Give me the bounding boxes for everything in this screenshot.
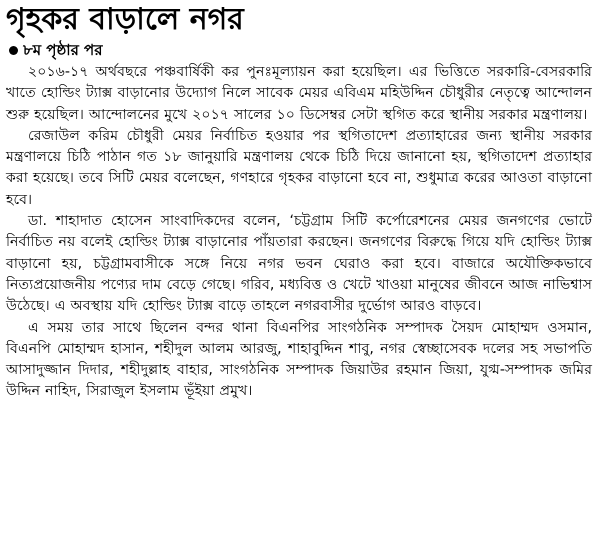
continuation-line bbox=[6, 40, 592, 60]
article-body bbox=[6, 62, 592, 403]
paragraph-2: রেজাউল করিম চৌধুরী মেয়র নির্বাচিত হওয়ার পর স্থগিতাদেশ প্রত্যাহারের জন্য স্থানীয় সরকার মন্ত্রণালয়ে চিঠি পাঠান গত ১৮ জানুয়ারি মন্ত্রণালয় থেকে চিঠি দিয়ে জানানো হয়, স্থগিতাদেশ প্রত্যাহার করা হয়েছে। তবে সিটি মেয়র বলেছেন, গণহারে গৃহকর বাড়ানো হবে না, শুধুমাত্র করের আওতা বাড়ানো হবে। bbox=[6, 127, 592, 208]
paragraph-3: ডা. শাহাদাত হোসেন সাংবাদিকদের বলেন, ‘চট্টগ্রাম সিটি কর্পোরেশনের মেয়র জনগণের ভোটে নির্বাচিত নয় বলেই হোল্ডিং ট্যাক্স বাড়ানোর পাঁয়তারা করছেন। জনগণের বিরুদ্ধে গিয়ে যদি হোল্ডিং ট্যাক্স বাড়ানো হয়, চট্টগ্রামবাসীকে সঙ্গে নিয়ে নগর ভবন ঘেরাও করা হবে। বাজারে অযৌক্তিকভাবে নিত্যপ্রয়োজনীয় পণ্যের দাম বেড়ে গেছে। গরিব, মধ্যবিত্ত ও খেটে খাওয়া মানুষের জীবনে আজ নাভিশ্বাস উঠেছে। এ অবস্থায় যদি হোল্ডিং ট্যাক্স বাড়ে তাহলে নগরবাসীর দুর্ভোগ আরও বাড়বে। bbox=[6, 213, 592, 315]
bullet-icon bbox=[9, 46, 18, 55]
headline: গৃহকর বাড়ালে নগর bbox=[6, 2, 244, 37]
paragraph-1: ২০১৬-১৭ অর্থবছরে পঞ্চবার্ষিকী কর পুনঃমূল্যায়ন করা হয়েছিল। এর ভিত্তিতে সরকারি-বেসরকারি খাতে হোল্ডিং ট্যাক্স বাড়ানোর উদ্যোগ নিলে সাবেক মেয়র এবিএম মহিউদ্দিন চৌধুরীর নেতৃত্বে আন্দোলন শুরু হয়েছিল। আন্দোলনের মুখে ২০১৭ সালের ১০ ডিসেম্বর সেটা স্থগিত করে স্থানীয় সরকার মন্ত্রণালয়। bbox=[6, 64, 592, 123]
continuation-text: ৮ম পৃষ্ঠার পর bbox=[23, 41, 103, 59]
paragraph-4: এ সময় তার সাথে ছিলেন বন্দর থানা বিএনপির সাংগঠনিক সম্পাদক সৈয়দ মোহাম্মদ ওসমান, বিএনপি মোহাম্মদ হাসান, শহীদুল আলম আরজু, শাহাবুদ্দিন শাবু, নগর স্বেচ্ছাসেবক দলের সহ সভাপতি আসাদুজ্জান দিদার, শহীদুল্লাহ বাহার, সাংগঠনিক সম্পাদক জিয়াউর রহমান জিয়া, যুগ্ম-সম্পাদক জমির উদ্দিন নাহিদ, সিরাজুল ইসলাম ভূঁইয়া প্রমুখ। bbox=[6, 319, 592, 400]
